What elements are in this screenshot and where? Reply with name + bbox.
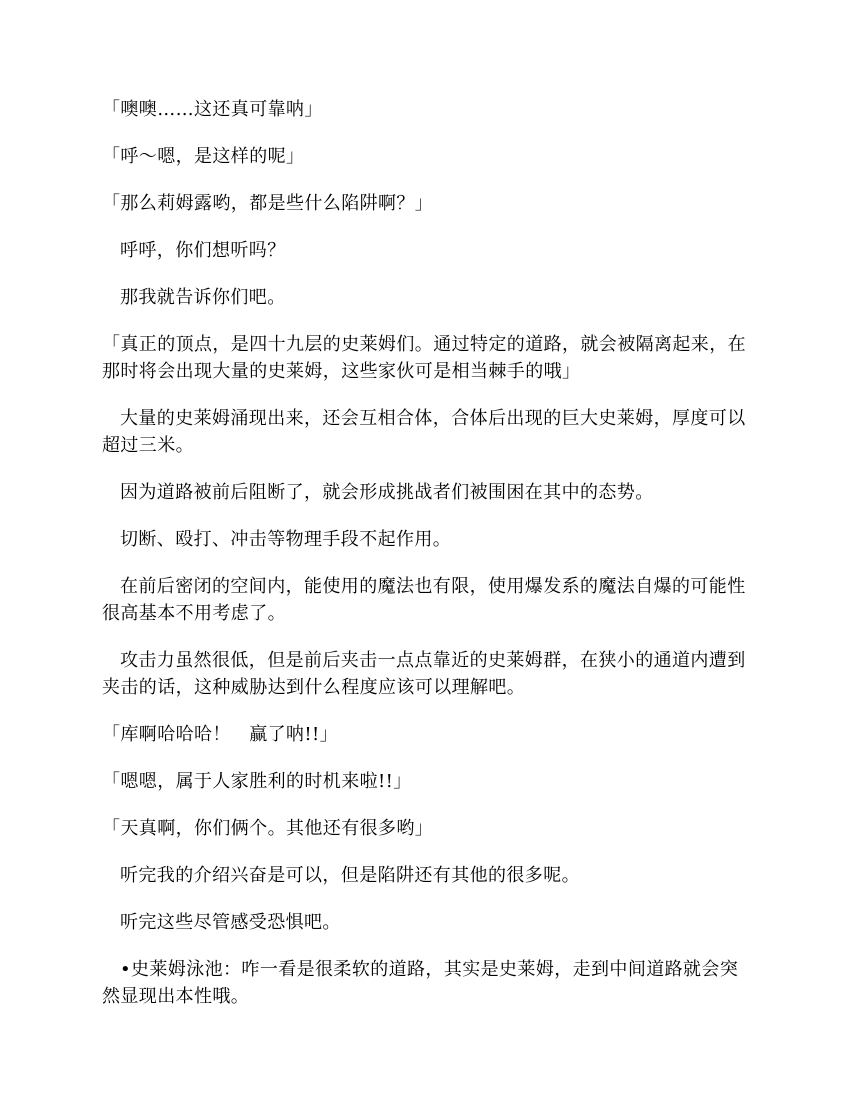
paragraph-dialogue: 「天真啊，你们俩个。其他还有很多哟」	[102, 818, 434, 839]
paragraph-narration: 攻击力虽然很低，但是前后夹击一点点靠近的史莱姆群，在狭小的通道内遭到夹击的话，这种威胁达到什么程度应该可以理解吧。	[102, 650, 746, 698]
paragraph-narration: 大量的史莱姆涌现出来，还会互相合体，合体后出现的巨大史莱姆，厚度可以超过三米。	[102, 408, 746, 456]
paragraph-dialogue: 「呼～嗯，是这样的呢」	[102, 146, 305, 167]
paragraph-bullet-item: •史莱姆泳池：咋一看是很柔软的道路，其实是史莱姆，走到中间道路就会突然显现出本性哦。	[102, 959, 739, 1007]
paragraph-dialogue: 「嗯嗯，属于人家胜利的时机来啦!!」	[102, 771, 412, 792]
paragraph-dialogue: 「那么莉姆露哟，都是些什么陷阱啊？」	[102, 193, 434, 214]
paragraph-narration: 听完这些尽管感受恐惧吧。	[120, 912, 341, 933]
paragraph-dialogue: 「噢噢……这还真可靠呐」	[102, 99, 323, 120]
paragraph-dialogue: 「库啊哈哈哈！ 赢了呐!!」	[102, 724, 339, 745]
paragraph-narration: 听完我的介绍兴奋是可以，但是陷阱还有其他的很多呢。	[120, 865, 580, 886]
paragraph-narration: 呼呼，你们想听吗？	[120, 240, 286, 261]
paragraph-dialogue: 「真正的顶点，是四十九层的史莱姆们。通过特定的道路，就会被隔离起来，在那时将会出现大量的史莱姆，这些家伙可是相当棘手的哦」	[102, 334, 746, 382]
paragraph-narration: 那我就告诉你们吧。	[120, 287, 286, 308]
paragraph-narration: 切断、殴打、冲击等物理手段不起作用。	[120, 529, 452, 550]
document-page	[102, 96, 750, 1030]
paragraph-narration: 因为道路被前后阻断了，就会形成挑战者们被围困在其中的态势。	[120, 482, 654, 503]
paragraph-narration: 在前后密闭的空间内，能使用的魔法也有限，使用爆发系的魔法自爆的可能性很高基本不用考虑了。	[102, 576, 746, 624]
